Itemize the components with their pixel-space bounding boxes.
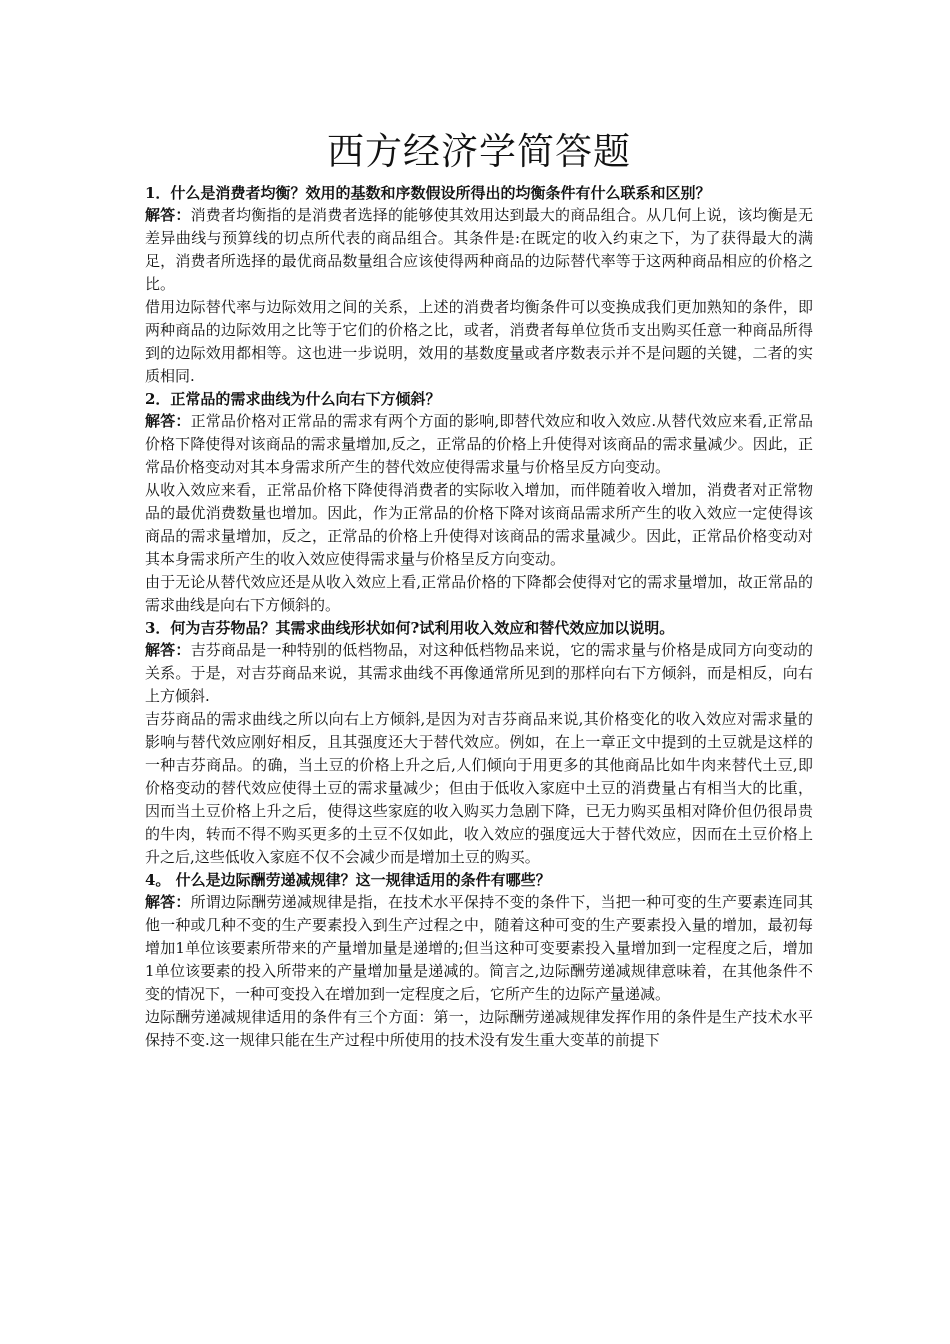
answer-paragraph: 吉芬商品的需求曲线之所以向右上方倾斜,是因为对吉芬商品来说,其价格变化的收入效应对需求量的影响与替代效应刚好相反，且其强度还大于替代效应。例如，在上一章正文中提到的土豆就是这样的一种吉芬商品。的确，当土豆的价格上升之后,人们倾向于用更多的其他商品比如牛肉来替代土豆,即价格变动的替代效应使得土豆的需求量减少；但由于低收入家庭中土豆的消费量占有相当大的比重，因而当土豆价格上升之后，使得这些家庭的收入购买力急剧下降，已无力购买虽相对降价但仍很昂贵的牛肉，转而不得不购买更多的土豆不仅如此，收入效应的强度远大于替代效应，因而在土豆价格上升之后,这些低收入家庭不仅不会减少而是增加土豆的购买。 xyxy=(145,710,813,866)
answer-paragraph: 由于无论从替代效应还是从收入效应上看,正常品价格的下降都会使得对它的需求量增加，故正常品的需求曲线是向右下方倾斜的。 xyxy=(145,573,813,614)
answer-paragraph: 解答：正常品价格对正常品的需求有两个方面的影响,即替代效应和收入效应.从替代效应来看,正常品价格下降使得对该商品的需求量增加,反之，正常品的价格上升使得对该商品的需求量减少。因此，正常品价格变动对其本身需求所产生的替代效应使得需求量与价格呈反方向变动。 xyxy=(145,412,813,476)
document-page xyxy=(145,128,813,1052)
answer-label: 解答： xyxy=(145,206,191,224)
answer-paragraph: 解答：所谓边际酬劳递减规律是指，在技术水平保持不变的条件下，当把一种可变的生产要素连同其他一种或几种不变的生产要素投入到生产过程之中，随着这种可变的生产要素投入量的增加，最初每增加1单位该要素所带来的产量增加量是递增的;但当这种可变要素投入量增加到一定程度之后，增加1单位该要素的投入所带来的产量增加量是递减的。简言之,边际酬劳递减规律意味着，在其他条件不变的情况下，一种可变投入在增加到一定程度之后，它所产生的边际产量递减。 xyxy=(145,893,813,1003)
answer-paragraph: 解答：消费者均衡指的是消费者选择的能够使其效用达到最大的商品组合。从几何上说，该均衡是无差异曲线与预算线的切点所代表的商品组合。其条件是:在既定的收入约束之下，为了获得最大的满足，消费者所选择的最优商品数量组合应该使得两种商品的边际替代率等于这两种商品相应的价格之比。 xyxy=(145,206,813,293)
question-2: 2．正常品的需求曲线为什么向右下方倾斜？ xyxy=(145,390,441,408)
answer-label: 解答： xyxy=(145,412,191,430)
section-2 xyxy=(145,388,813,617)
question-4: 4。 什么是边际酬劳递减规律？这一规律适用的条件有哪些？ xyxy=(145,871,551,889)
answer-paragraph: 边际酬劳递减规律适用的条件有三个方面：第一，边际酬劳递减规律发挥作用的条件是生产技术水平保持不变.这一规律只能在生产过程中所使用的技术没有发生重大变革的前提下 xyxy=(145,1008,813,1049)
question-3: 3．何为吉芬物品？其需求曲线形状如何?试利用收入效应和替代效应加以说明。 xyxy=(145,619,675,637)
section-4 xyxy=(145,869,813,1052)
answer-label: 解答： xyxy=(145,893,191,911)
answer-paragraph: 从收入效应来看，正常品价格下降使得消费者的实际收入增加，而伴随着收入增加，消费者对正常物品的最优消费数量也增加。因此，作为正常品的价格下降对该商品需求所产生的收入效应一定使得该商品的需求量增加，反之，正常品的价格上升使得对该商品的需求量减少。因此，正常品价格变动对其本身需求所产生的收入效应使得需求量与价格呈反方向变动。 xyxy=(145,481,813,568)
page-title: 西方经济学简答题 xyxy=(327,130,631,173)
question-1: 1．什么是消费者均衡？效用的基数和序数假设所得出的均衡条件有什么联系和区别？ xyxy=(145,184,711,202)
answer-paragraph: 借用边际替代率与边际效用之间的关系，上述的消费者均衡条件可以变换成我们更加熟知的条件，即两种商品的边际效用之比等于它们的价格之比，或者，消费者每单位货币支出购买任意一种商品所得到的边际效用都相等。这也进一步说明，效用的基数度量或者序数表示并不是问题的关键，二者的实质相同. xyxy=(145,298,813,385)
section-1 xyxy=(145,182,813,388)
answer-paragraph: 解答：吉芬商品是一种特别的低档物品，对这种低档物品来说，它的需求量与价格是成同方向变动的关系。于是，对吉芬商品来说，其需求曲线不再像通常所见到的那样向右下方倾斜，而是相反，向右上方倾斜. xyxy=(145,641,813,705)
section-3 xyxy=(145,617,813,869)
answer-label: 解答： xyxy=(145,641,191,659)
